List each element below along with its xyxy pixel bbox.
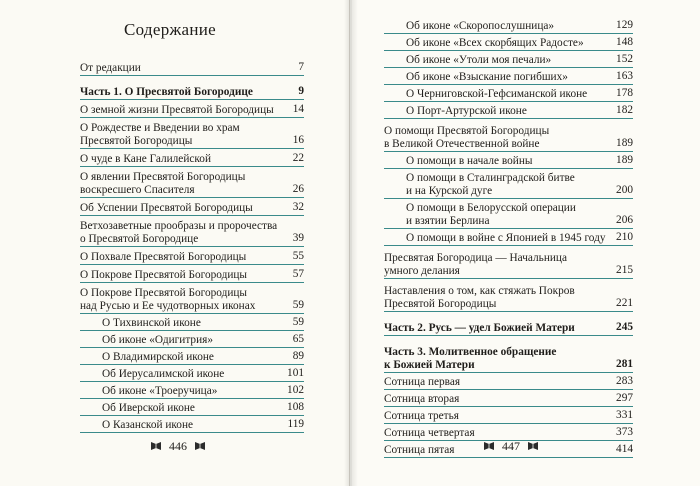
toc-entry-title-line: О Рождестве и Введении во храм (80, 122, 240, 134)
book-spine (344, 0, 358, 486)
toc-entry-page: 283 (616, 375, 633, 387)
toc-entry-page: 59 (292, 299, 304, 311)
toc-entry-title-line: Сотница вторая (384, 393, 460, 405)
toc-entry-title-line: О Покрове Пресвятой Богородицы (80, 269, 248, 281)
toc-entry-page: 16 (292, 134, 304, 146)
toc-entry-title-line: О Тихвинской иконе (102, 317, 201, 329)
toc-entry-page: 101 (287, 367, 304, 379)
toc-entry-page: 32 (292, 201, 304, 213)
toc-entry-title-line: Ветхозаветные прообразы и пророчества (80, 220, 278, 232)
toc-entry (384, 71, 633, 85)
book-ornament-icon (483, 441, 495, 451)
toc-entry-page: 39 (292, 232, 304, 244)
toc-entry-page: 108 (287, 401, 304, 413)
toc-entry (80, 419, 304, 433)
contents-heading: Содержание (123, 20, 217, 39)
toc-entry-title-line: О явлении Пресвятой Богородицы (80, 171, 246, 183)
toc-entry-title-line: О Казанской иконе (102, 419, 194, 431)
toc-entry-page: 297 (616, 392, 633, 404)
toc-entry (80, 269, 304, 283)
toc-entry-title-line: Об Иверской иконе (102, 402, 195, 414)
toc-entry-title-line: О Владимирской иконе (102, 351, 214, 363)
toc-entry-page: 414 (616, 443, 633, 455)
toc-entry-page: 245 (616, 321, 633, 333)
toc-entry-title-line: О помощи в Белорусской операции (406, 202, 576, 214)
toc-entry (80, 334, 304, 348)
toc-entry (384, 155, 633, 169)
toc-list-right (384, 20, 633, 458)
book-ornament-icon (527, 441, 539, 451)
toc-entry-page: 189 (616, 137, 633, 149)
toc-entry-page: 189 (616, 154, 633, 166)
toc-entry-page: 373 (616, 426, 633, 438)
toc-entry-page: 331 (616, 409, 633, 421)
toc-entry-title-line: О чуде в Кане Галилейской (80, 153, 211, 165)
toc-entry-page: 7 (298, 61, 304, 73)
toc-entry-title-line: Об Успении Пресвятой Богородицы (80, 202, 253, 214)
toc-entry (80, 86, 304, 100)
toc-entry (384, 346, 633, 373)
toc-entry (80, 385, 304, 399)
toc-entry-page: 14 (292, 103, 304, 115)
toc-entry-title-line: Пресвятой Богородицы (384, 298, 497, 310)
toc-entry-title-line: Об иконе «Скоропослушница» (406, 20, 555, 32)
toc-entry (80, 104, 304, 118)
toc-entry (80, 317, 304, 331)
toc-entry-title-line: и взятии Берлина (406, 215, 490, 227)
toc-entry-title-line: над Русью и Ее чудотворных иконах (80, 300, 256, 312)
toc-entry-title-line: Сотница четвертая (384, 427, 475, 439)
toc-entry-title-line: умного делания (384, 265, 460, 277)
toc-entry-title-line: о Пресвятой Богородице (80, 233, 199, 245)
toc-entry (384, 376, 633, 390)
toc-entry-title-line: Об Иерусалимской иконе (102, 368, 225, 380)
toc-entry-page: 200 (616, 184, 633, 196)
toc-entry-title-line: О помощи Пресвятой Богородицы (384, 125, 550, 137)
toc-entry-page: 215 (616, 264, 633, 276)
toc-entry-title-line: Часть 2. Русь — удел Божией Матери (384, 322, 575, 334)
toc-entry-title-line: О помощи в войне с Японией в 1945 году (406, 232, 606, 244)
toc-entry-title-line: воскресшего Спасителя (80, 184, 195, 196)
toc-entry-page: 152 (616, 53, 633, 65)
toc-entry-title-line: Сотница первая (384, 376, 461, 388)
toc-entry-page: 89 (292, 350, 304, 362)
toc-entry-title-line: и на Курской дуге (406, 185, 493, 197)
toc-entry-page: 210 (616, 231, 633, 243)
toc-entry (80, 251, 304, 265)
toc-entry-title-line: Наставления о том, как стяжать Покров (384, 285, 575, 297)
book-ornament-icon (150, 441, 162, 451)
toc-entry-title-line: Об иконе «Троеручица» (102, 385, 218, 397)
toc-entry-page: 59 (292, 316, 304, 328)
toc-entry (384, 172, 633, 199)
toc-entry-page: 178 (616, 87, 633, 99)
toc-entry-title-line: Пресвятая Богородица — Начальница (384, 252, 567, 264)
page-footer-right (483, 438, 539, 454)
toc-entry-title-line: О Черниговской-Гефсиманской иконе (406, 88, 588, 100)
toc-entry-title-line: О Покрове Пресвятой Богородицы (80, 287, 248, 299)
toc-entry (384, 232, 633, 246)
toc-entry (384, 202, 633, 229)
toc-entry-page: 102 (287, 384, 304, 396)
toc-entry-title-line: Часть 3. Молитвенное обращение (384, 346, 557, 358)
page-number: 446 (169, 438, 187, 453)
toc-entry (384, 410, 633, 424)
toc-entry-title-line: Часть 1. О Пресвятой Богородице (80, 86, 253, 98)
right-page (350, 0, 700, 486)
toc-entry (80, 122, 304, 149)
toc-entry-title-line: в Великой Отечественной войне (384, 138, 540, 150)
toc-entry (384, 20, 633, 34)
toc-entry (80, 202, 304, 216)
toc-entry (384, 322, 633, 336)
toc-entry-title-line: От редакции (80, 62, 141, 74)
toc-entry-title-line: Об иконе «Взыскание погибших» (406, 71, 568, 83)
toc-entry (384, 285, 633, 312)
toc-entry-page: 221 (616, 297, 633, 309)
toc-entry-title-line: Сотница пятая (384, 444, 455, 456)
toc-entry (384, 252, 633, 279)
toc-entry-page: 55 (292, 250, 304, 262)
toc-entry-title-line: О Похвале Пресвятой Богородицы (80, 251, 247, 263)
toc-entry-title-line: Сотница третья (384, 410, 459, 422)
toc-entry-page: 57 (292, 268, 304, 280)
toc-entry-page: 182 (616, 104, 633, 116)
page-footer-left (150, 438, 206, 454)
book-ornament-icon (194, 441, 206, 451)
toc-entry-page: 26 (292, 183, 304, 195)
toc-entry-title-line: О земной жизни Пресвятой Богородицы (80, 104, 274, 116)
toc-entry (80, 368, 304, 382)
toc-entry-page: 22 (292, 152, 304, 164)
toc-entry (80, 153, 304, 167)
toc-entry (384, 105, 633, 119)
toc-entry-page: 148 (616, 36, 633, 48)
toc-entry (384, 125, 633, 152)
toc-entry (80, 351, 304, 365)
toc-entry-title-line: О Порт-Артурской иконе (406, 105, 527, 117)
toc-entry (384, 393, 633, 407)
toc-entry (80, 402, 304, 416)
toc-entry (384, 37, 633, 51)
toc-entry (80, 171, 304, 198)
toc-entry (80, 62, 304, 76)
toc-entry-page: 9 (298, 85, 304, 97)
toc-entry-page: 206 (616, 214, 633, 226)
toc-entry-title-line: Об иконе «Одигитрия» (102, 334, 213, 346)
toc-entry-title-line: О помощи в начале войны (406, 155, 533, 167)
toc-entry-title-line: Об иконе «Всех скорбящих Радосте» (406, 37, 584, 49)
page-number: 447 (502, 438, 520, 453)
toc-entry (384, 88, 633, 102)
toc-entry-page: 281 (616, 358, 633, 370)
toc-entry-title-line: Пресвятой Богородицы (80, 135, 193, 147)
toc-entry (384, 54, 633, 68)
toc-entry-page: 129 (616, 19, 633, 31)
left-page (0, 0, 349, 486)
toc-entry-page: 65 (292, 333, 304, 345)
toc-list-left (80, 62, 304, 433)
toc-entry-page: 119 (287, 418, 304, 430)
toc-entry-title-line: Об иконе «Утоли моя печали» (406, 54, 552, 66)
toc-entry (80, 287, 304, 314)
toc-entry-title-line: О помощи в Сталинградской битве (406, 172, 575, 184)
toc-entry-title-line: к Божией Матери (384, 359, 475, 371)
toc-entry (80, 220, 304, 247)
toc-entry-page: 163 (616, 70, 633, 82)
